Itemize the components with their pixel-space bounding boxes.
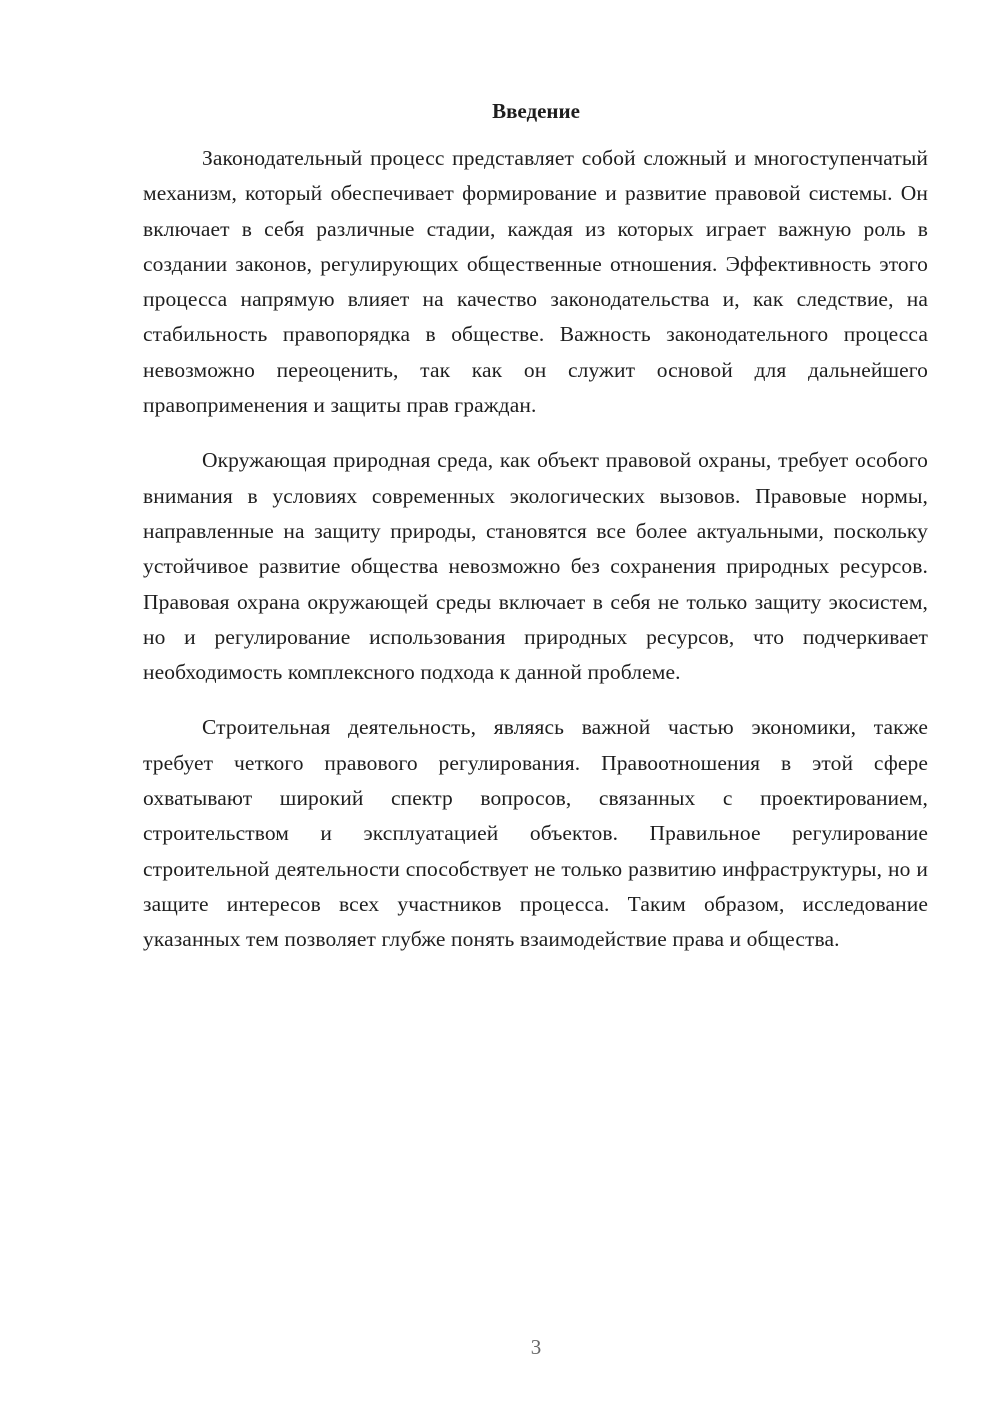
document-body [143,141,928,958]
paragraph-legislative-process: Законодательный процесс представляет собой сложный и многоступенчатый механизм, который обеспечивает формирование и развитие правовой системы. Он включает в себя различные стадии, каждая из которых играет важную роль в создании законов, регулирующих общественные отношения. Эффективность этого процесса напрямую влияет на качество законодательства и, как следствие, на стабильность правопорядка в обществе. Важность законодательного процесса невозможно переоценить, так как он служит основой для дальнейшего правоприменения и защиты прав граждан. [143,146,928,418]
page-number: 3 [530,1335,542,1359]
page-title: Введение [492,99,580,123]
paragraph-environment-protection: Окружающая природная среда, как объект правовой охраны, требует особого внимания в условиях современных экологических вызовов. Правовые нормы, направленные на защиту природы, становятся все более актуальными, поскольку устойчивое развитие общества невозможно без сохранения природных ресурсов. Правовая охрана окружающей среды включает в себя не только защиту экосистем, но и регулирование использования природных ресурсов, что подчеркивает необходимость комплексного подхода к данной проблеме. [143,448,928,685]
paragraph-construction-activity: Строительная деятельность, являясь важной частью экономики, также требует четкого правового регулирования. Правоотношения в этой сфере охватывают широкий спектр вопросов, связанных с проектированием, строительством и эксплуатацией объектов. Правильное регулирование строительной деятельности способствует не только развитию инфраструктуры, но и защите интересов всех участников процесса. Таким образом, исследование указанных тем позволяет глубже понять взаимодействие права и общества. [143,715,928,952]
